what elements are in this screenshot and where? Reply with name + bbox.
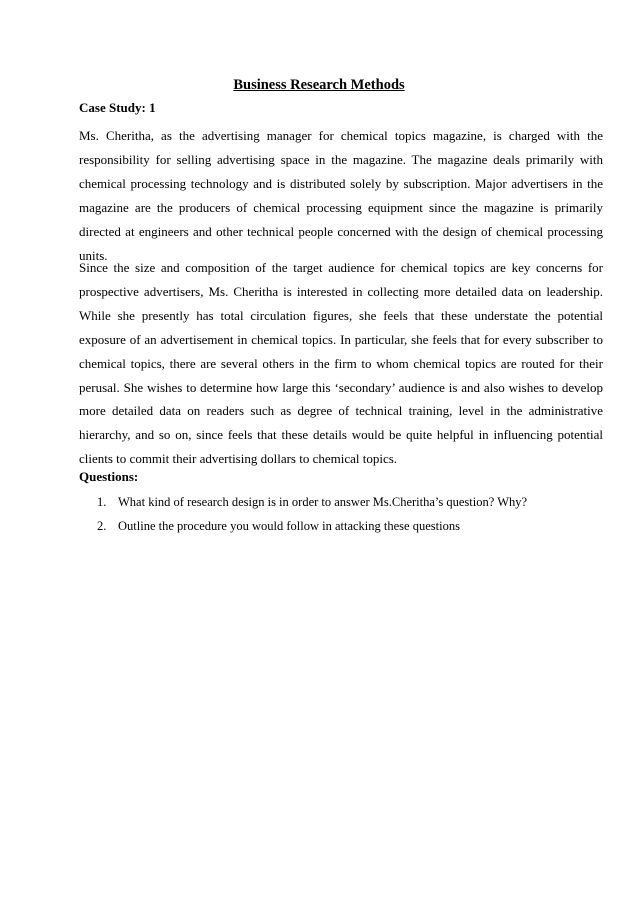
document-title: Business Research Methods xyxy=(233,77,405,93)
question-item xyxy=(79,493,609,517)
question-number: 1. xyxy=(97,495,107,509)
case-paragraph-2: Since the size and composition of the target audience for chemical topics are key concerns for prospective advertisers, Ms. Cheritha is interested in collecting more detailed data on leadership. While she presently has total circulation figures, she feels that these understate the potential exposure of an advertisement in chemical topics. In particular, she feels that for every subscriber to chemical topics, there are several others in the firm to whom chemical topics are routed for their perusal. She wishes to determine how large this ‘secondary’ audience is and also wishes to develop more detailed data on readers such as degree of technical training, level in the administrative hierarchy, and so on, since feels that these details would be quite helpful in influencing potential clients to commit their advertising dollars to chemical topics. xyxy=(79,260,603,467)
case-study-heading: Case Study: 1 xyxy=(79,100,156,115)
question-text: What kind of research design is in order to answer Ms.Cheritha’s question? Why? xyxy=(118,495,528,509)
questions-list xyxy=(79,493,609,541)
question-item xyxy=(79,517,609,541)
questions-heading: Questions: xyxy=(79,469,139,484)
question-number: 2. xyxy=(97,519,107,533)
case-paragraph-1: Ms. Cheritha, as the advertising manager for chemical topics magazine, is charged with the responsibility for selling advertising space in the magazine. The magazine deals primarily with chemical processing technology and is distributed solely by subscription. Major advertisers in the magazine are the producers of chemical processing equipment since the magazine is primarily directed at engineers and other technical people concerned with the design of chemical processing units. xyxy=(79,128,603,263)
question-text: Outline the procedure you would follow in attacking these questions xyxy=(118,519,460,533)
